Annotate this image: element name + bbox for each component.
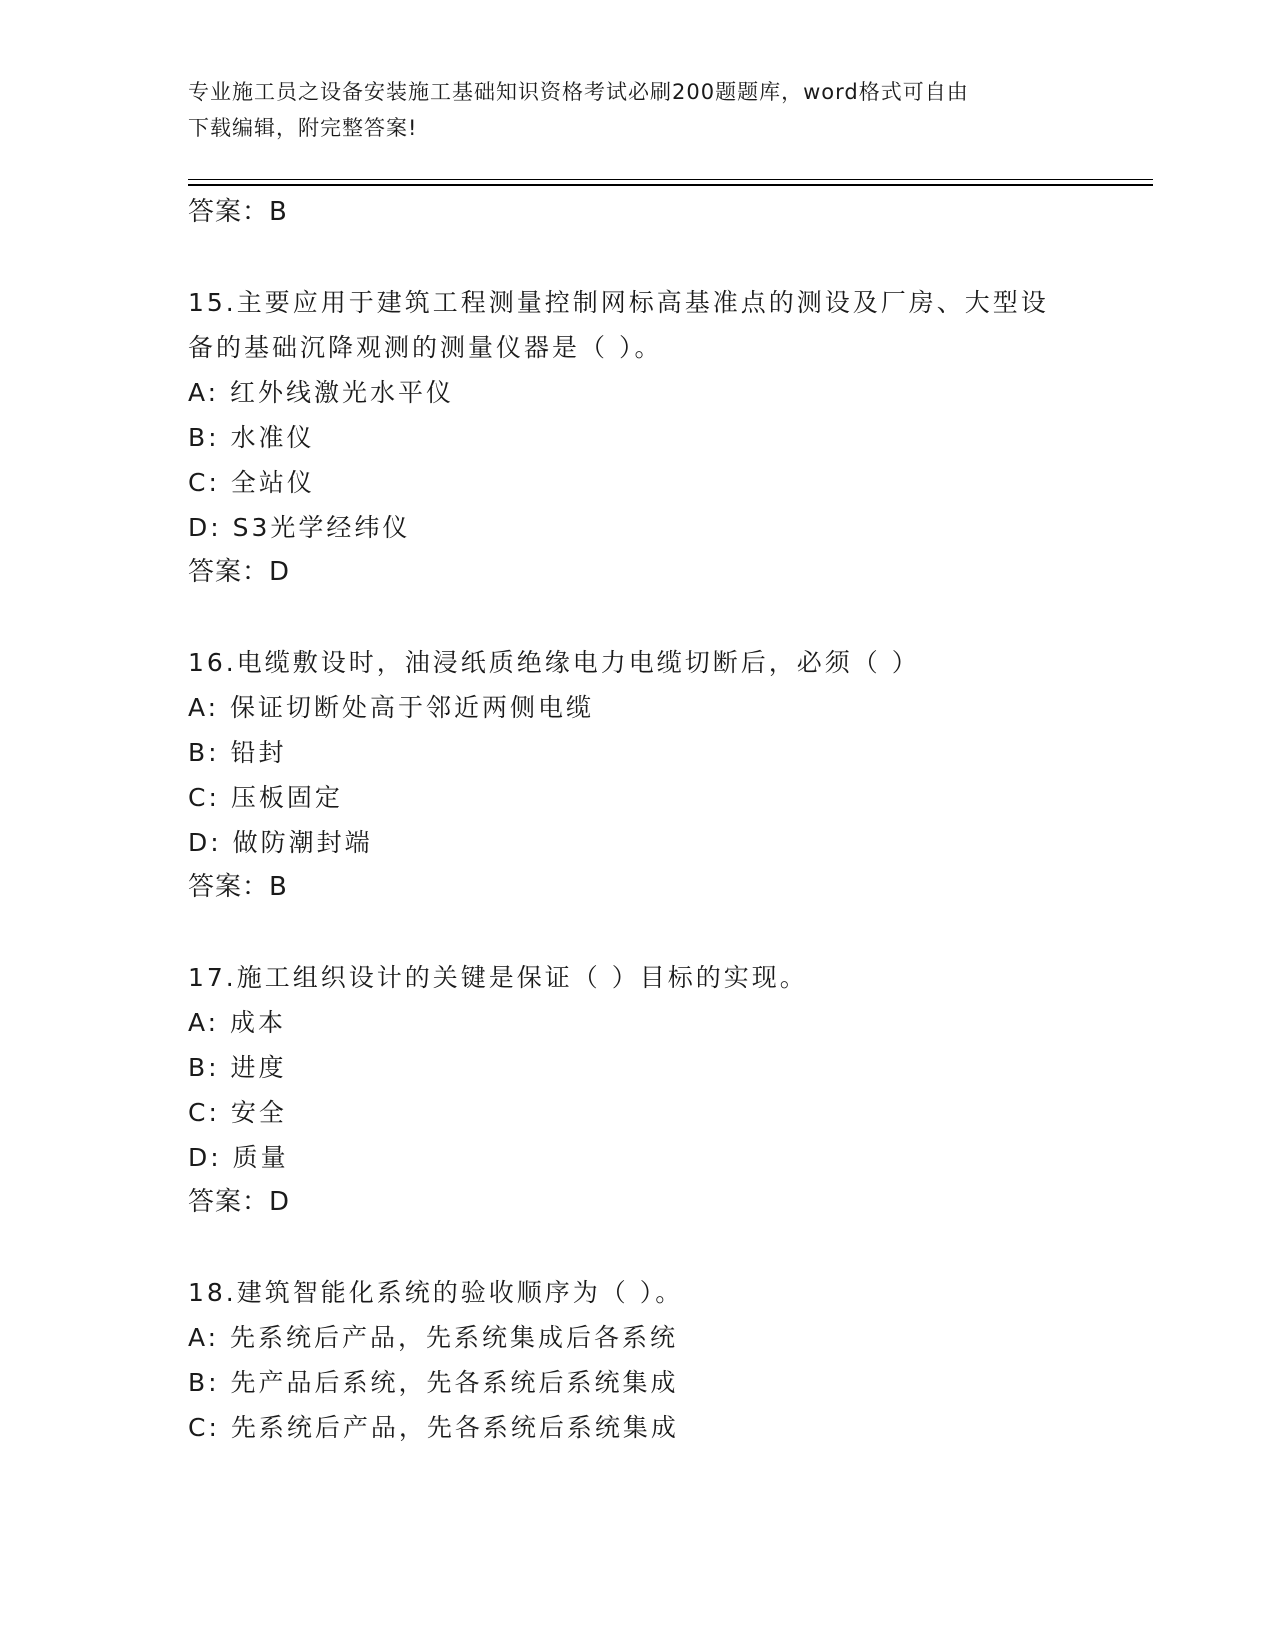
question-item	[188, 280, 1088, 595]
option-a: A: 红外线激光水平仪	[188, 378, 455, 407]
answer-label: 答案：B	[188, 197, 288, 227]
option-a: A: 成本	[188, 1008, 287, 1037]
document-header	[188, 74, 1088, 146]
option-a: A: 保证切断处高于邻近两侧电缆	[188, 693, 595, 722]
option-c: C: 先系统后产品，先各系统后系统集成	[188, 1413, 679, 1442]
question-item	[188, 640, 1088, 910]
spacer	[188, 595, 1088, 640]
question-stem: 15.主要应用于建筑工程测量控制网标高基准点的测设及厂房、大型设备的基础沉降观测的测量仪器是（ ）。	[188, 288, 1049, 362]
question-stem: 16.电缆敷设时，油浸纸质绝缘电力电缆切断后，必须（ ）	[188, 648, 920, 677]
spacer	[188, 910, 1088, 955]
header-divider-thick	[188, 184, 1153, 186]
option-c: C: 安全	[188, 1098, 287, 1127]
header-divider-thin	[188, 179, 1153, 180]
spacer	[188, 235, 1088, 280]
answer-label: 答案：D	[188, 557, 291, 587]
option-b: B: 先产品后系统，先各系统后系统集成	[188, 1368, 679, 1397]
spacer	[188, 1225, 1088, 1270]
question-stem: 18.建筑智能化系统的验收顺序为（ ）。	[188, 1278, 684, 1307]
question-list	[188, 190, 1088, 1450]
answer-label: 答案：B	[188, 872, 288, 902]
answer-label: 答案：D	[188, 1187, 291, 1217]
question-item	[188, 1270, 1088, 1450]
option-c: C: 压板固定	[188, 783, 343, 812]
option-d: D: 做防潮封端	[188, 828, 373, 857]
header-line-2: 下载编辑，附完整答案!	[188, 116, 418, 140]
question-stem: 17.施工组织设计的关键是保证（ ）目标的实现。	[188, 963, 808, 992]
question-item	[188, 955, 1088, 1225]
option-a: A: 先系统后产品，先系统集成后各系统	[188, 1323, 679, 1352]
option-b: B: 水准仪	[188, 423, 315, 452]
header-line-1: 专业施工员之设备安装施工基础知识资格考试必刷200题题库，word格式可自由	[188, 80, 969, 104]
option-b: B: 铅封	[188, 738, 287, 767]
option-d: D: 质量	[188, 1143, 289, 1172]
option-d: D: S3光学经纬仪	[188, 513, 411, 542]
option-b: B: 进度	[188, 1053, 287, 1082]
option-c: C: 全站仪	[188, 468, 315, 497]
